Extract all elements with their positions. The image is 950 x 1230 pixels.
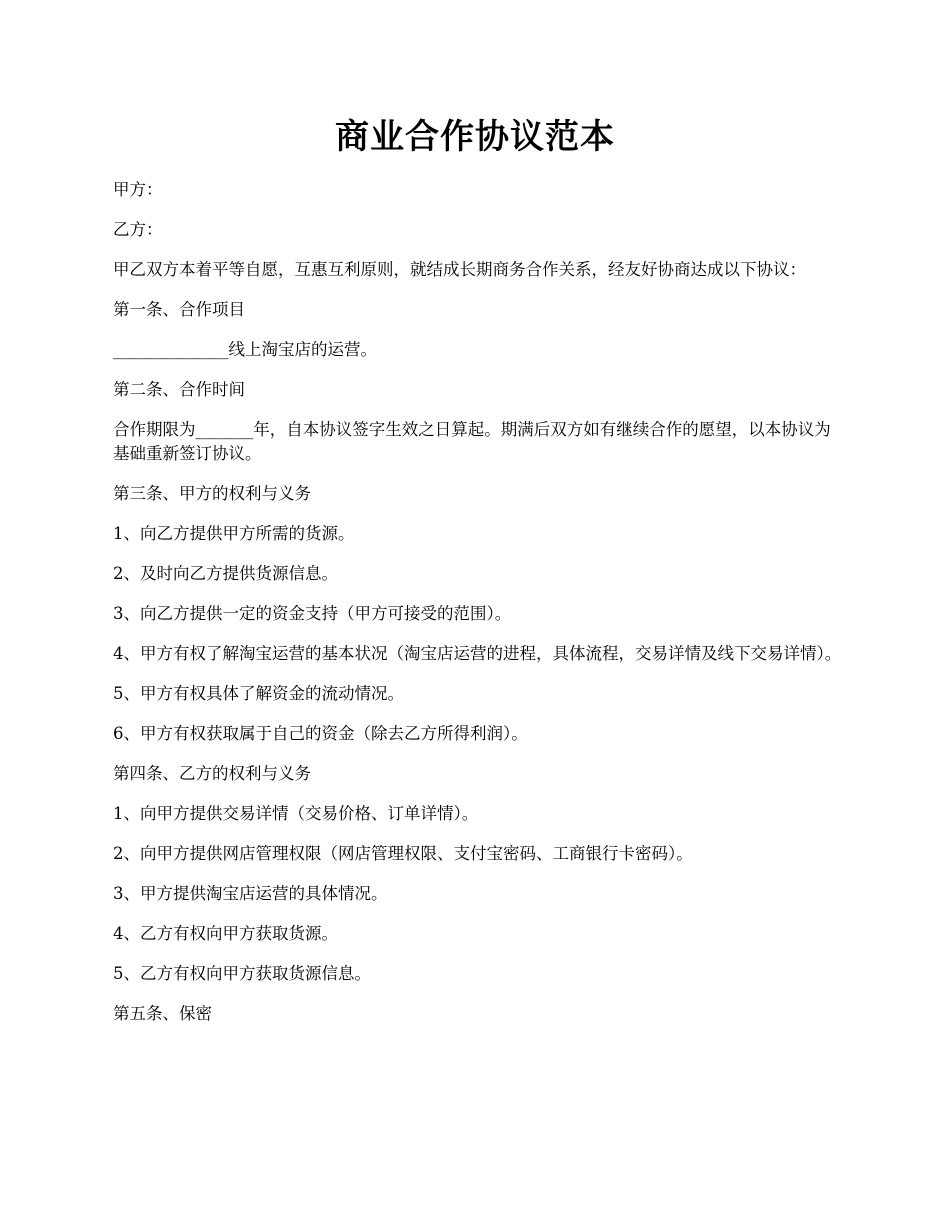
article-3-item-5: 5、甲方有权具体了解资金的流动情况。 [113,684,404,703]
article-3-item-3: 3、向乙方提供一定的资金支持（甲方可接受的范围）。 [113,604,512,623]
party-b-line: 乙方： [113,220,163,239]
article-3-item-1: 1、向乙方提供甲方所需的货源。 [113,524,355,543]
article-4-item-3: 3、甲方提供淘宝店运营的具体情况。 [113,884,388,903]
article-2-paragraph: 合作期限为_______年，自本协议签字生效之日算起。期满后双方如有继续合作的愿望，以本协议为基础重新签订协议。 [113,420,831,463]
document-body [113,178,843,1042]
article-3-item-6: 6、甲方有权获取属于自己的资金（除去乙方所得利润）。 [113,724,528,743]
article-4-item-5: 5、乙方有权向甲方获取货源信息。 [113,964,371,983]
article-4-item-2: 2、向甲方提供网店管理权限（网店管理权限、支付宝密码、工商银行卡密码）。 [113,844,693,863]
party-a-line: 甲方： [113,180,163,199]
article-4-heading: 第四条、乙方的权利与义务 [113,764,311,783]
article-3-item-4: 4、甲方有权了解淘宝运营的基本状况（淘宝店运营的进程，具体流程，交易详情及线下交易详情）。 [113,644,842,663]
article-1-paragraph: ______________线上淘宝店的运营。 [113,340,377,359]
document-title: 商业合作协议范本 [335,117,615,157]
article-1-heading: 第一条、合作项目 [113,300,245,319]
article-3-heading: 第三条、甲方的权利与义务 [113,484,311,503]
article-4-item-4: 4、乙方有权向甲方获取货源。 [113,924,338,943]
article-5-heading: 第五条、保密 [113,1004,212,1023]
article-4-item-1: 1、向甲方提供交易详情（交易价格、订单详情）。 [113,804,479,823]
article-2-heading: 第二条、合作时间 [113,380,245,399]
article-3-item-2: 2、及时向乙方提供货源信息。 [113,564,338,583]
preamble-paragraph: 甲乙双方本着平等自愿，互惠互利原则，就结成长期商务合作关系，经友好协商达成以下协议： [113,260,806,279]
